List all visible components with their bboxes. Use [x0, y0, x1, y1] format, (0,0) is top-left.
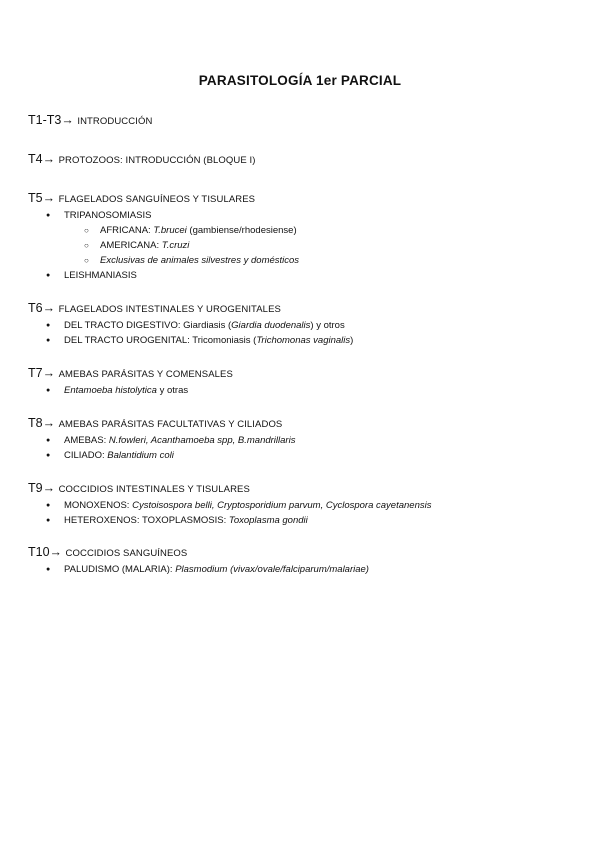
section-t9 — [28, 480, 431, 528]
list-item: ● TRIPANOSOMIASIS — [28, 208, 299, 223]
section-t10 — [28, 544, 369, 577]
section-name: FLAGELADOS SANGUÍNEOS Y TISULARES — [58, 194, 256, 205]
section-code: T9 — [28, 481, 43, 495]
arrow-icon: → — [42, 301, 56, 315]
section-heading — [28, 544, 369, 562]
section-code: T8 — [28, 416, 43, 430]
section-code: T1-T3 — [28, 113, 62, 127]
topic-list — [28, 318, 353, 348]
arrow-icon: → — [49, 545, 63, 559]
section-code: T7 — [28, 366, 43, 380]
section-name: COCCIDIOS INTESTINALES Y TISULARES — [58, 484, 250, 495]
page-title: PARASITOLOGÍA 1er PARCIAL — [198, 73, 402, 88]
list-item: ● PALUDISMO (MALARIA): Plasmodium (vivax/ovale/falciparum/malariae) — [28, 562, 369, 577]
section-t6 — [28, 300, 353, 348]
section-heading — [28, 300, 353, 318]
arrow-icon: → — [42, 152, 56, 166]
topic-list — [28, 383, 233, 398]
section-code: T5 — [28, 191, 43, 205]
section-heading — [28, 365, 233, 383]
section-name: AMEBAS PARÁSITAS FACULTATIVAS Y CILIADOS — [58, 419, 283, 430]
sub-list-item: ○ Exclusivas de animales silvestres y domésticos — [28, 253, 299, 268]
topic-list — [28, 498, 431, 528]
section-heading — [28, 112, 152, 130]
list-item: ● DEL TRACTO UROGENITAL: Tricomoniasis (Trichomonas vaginalis) — [28, 333, 353, 348]
section-name: INTRODUCCIÓN — [77, 116, 153, 127]
arrow-icon: → — [42, 366, 56, 380]
topic-list — [28, 562, 369, 577]
list-item: ● AMEBAS: N.fowleri, Acanthamoeba spp, B.mandrillaris — [28, 433, 295, 448]
list-item: ● MONOXENOS: Cystoisospora belli, Cryptosporidium parvum, Cyclospora cayetanensis — [28, 498, 431, 513]
section-name: AMEBAS PARÁSITAS Y COMENSALES — [58, 369, 233, 380]
list-item: ● CILIADO: Balantidium coli — [28, 448, 295, 463]
section-name: FLAGELADOS INTESTINALES Y UROGENITALES — [58, 304, 281, 315]
topic-list — [28, 208, 299, 283]
arrow-icon: → — [42, 191, 56, 205]
list-item: ● HETEROXENOS: TOXOPLASMOSIS: Toxoplasma gondii — [28, 513, 431, 528]
list-item: ● Entamoeba histolytica y otras — [28, 383, 233, 398]
section-heading — [28, 190, 299, 208]
section-code: T4 — [28, 152, 43, 166]
section-heading — [28, 480, 431, 498]
section-t4 — [28, 151, 256, 169]
arrow-icon: → — [61, 113, 74, 127]
section-t1-t3 — [28, 112, 152, 130]
topic-list — [28, 433, 295, 463]
section-code: T10 — [28, 545, 50, 559]
section-t5 — [28, 190, 299, 283]
section-code: T6 — [28, 301, 43, 315]
list-item: ● LEISHMANIASIS — [28, 268, 299, 283]
list-item: ● DEL TRACTO DIGESTIVO: Giardiasis (Giardia duodenalis) y otros — [28, 318, 353, 333]
sub-list-item: ○ AMERICANA: T.cruzi — [28, 238, 299, 253]
section-name: COCCIDIOS SANGUÍNEOS — [65, 548, 188, 559]
section-heading — [28, 415, 295, 433]
arrow-icon: → — [42, 416, 56, 430]
section-heading — [28, 151, 256, 169]
section-t7 — [28, 365, 233, 398]
section-name: PROTOZOOS: INTRODUCCIÓN (BLOQUE I) — [58, 155, 256, 166]
arrow-icon: → — [42, 481, 56, 495]
sub-list-item: ○ AFRICANA: T.brucei (gambiense/rhodesiense) — [28, 223, 299, 238]
section-t8 — [28, 415, 295, 463]
